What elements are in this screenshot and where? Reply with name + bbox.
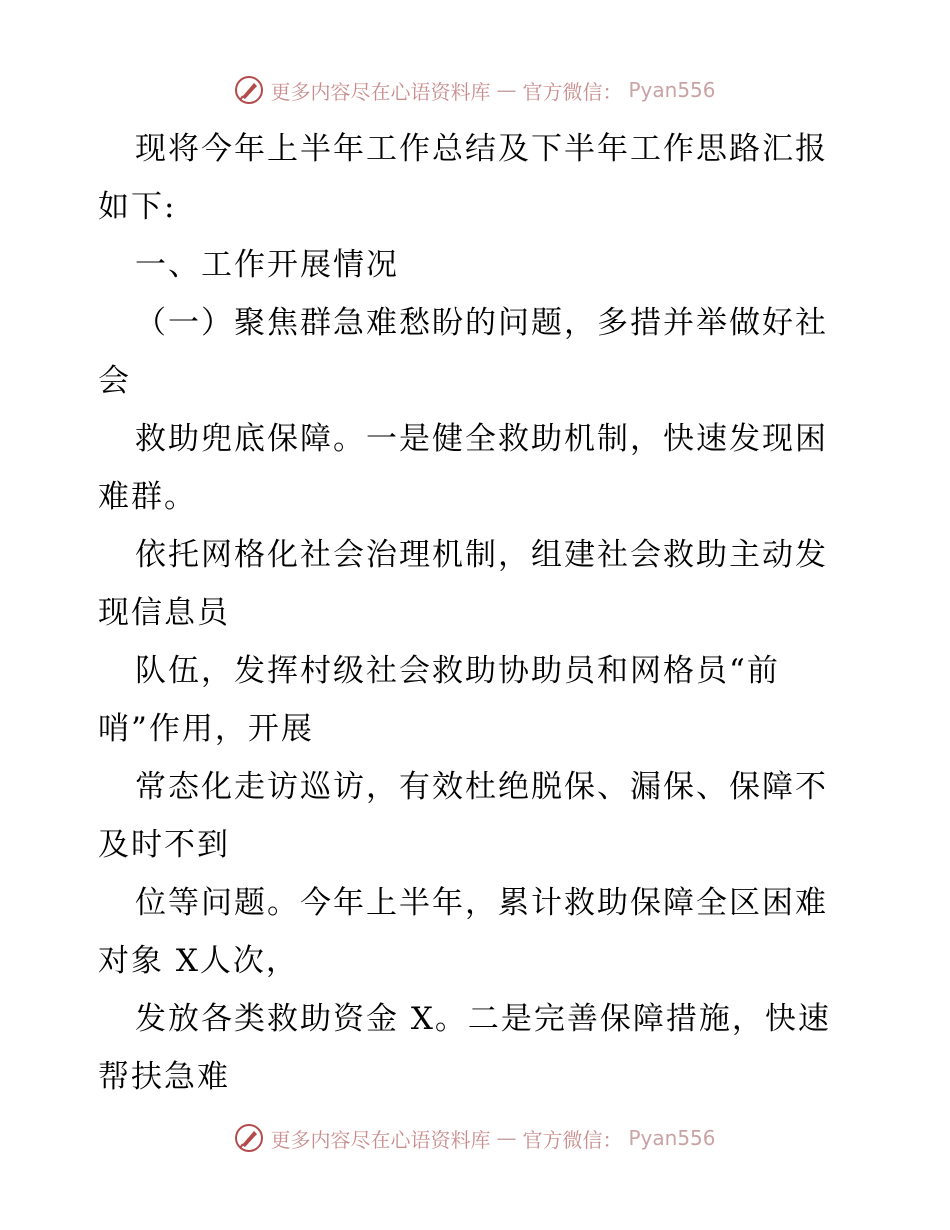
watermark-wechat-id: Pyan556	[628, 78, 716, 102]
footer-watermark	[0, 1118, 950, 1158]
quill-pen-logo-icon	[234, 1123, 264, 1153]
watermark-wechat-id: Pyan556	[628, 1126, 716, 1150]
watermark-wechat-label: 官方微信：	[522, 1127, 623, 1152]
paragraph: 队伍，发挥村级社会救助协助员和网格员“前哨”作用，开展	[98, 653, 780, 747]
watermark-separator: —	[496, 1126, 517, 1150]
paragraph: （一）聚焦群急难愁盼的问题，多措并举做好社会	[98, 305, 828, 399]
paragraph: 现将今年上半年工作总结及下半年工作思路汇报如下:	[98, 131, 828, 225]
paragraph: 依托网格化社会治理机制，组建社会救助主动发现信息员	[98, 537, 828, 631]
watermark-wechat-label: 官方微信：	[522, 79, 623, 104]
paragraph: 发放各类救助资金 X。二是完善保障措施，快速帮扶急难	[98, 1001, 831, 1095]
section-heading: 一、工作开展情况	[135, 247, 399, 283]
paragraph: 常态化走访巡访，有效杜绝脱保、漏保、保障不及时不到	[98, 769, 828, 863]
quill-pen-logo-icon	[234, 75, 264, 105]
document-body	[98, 120, 858, 1106]
watermark-brand: 更多内容尽在心语资料库	[270, 1127, 491, 1152]
watermark-separator: —	[496, 78, 517, 102]
paragraph: 救助兜底保障。一是健全救助机制，快速发现困难群。	[98, 421, 828, 515]
watermark-brand: 更多内容尽在心语资料库	[270, 79, 491, 104]
paragraph: 位等问题。今年上半年，累计救助保障全区困难对象 X人次，	[98, 885, 828, 979]
header-watermark	[0, 70, 950, 110]
